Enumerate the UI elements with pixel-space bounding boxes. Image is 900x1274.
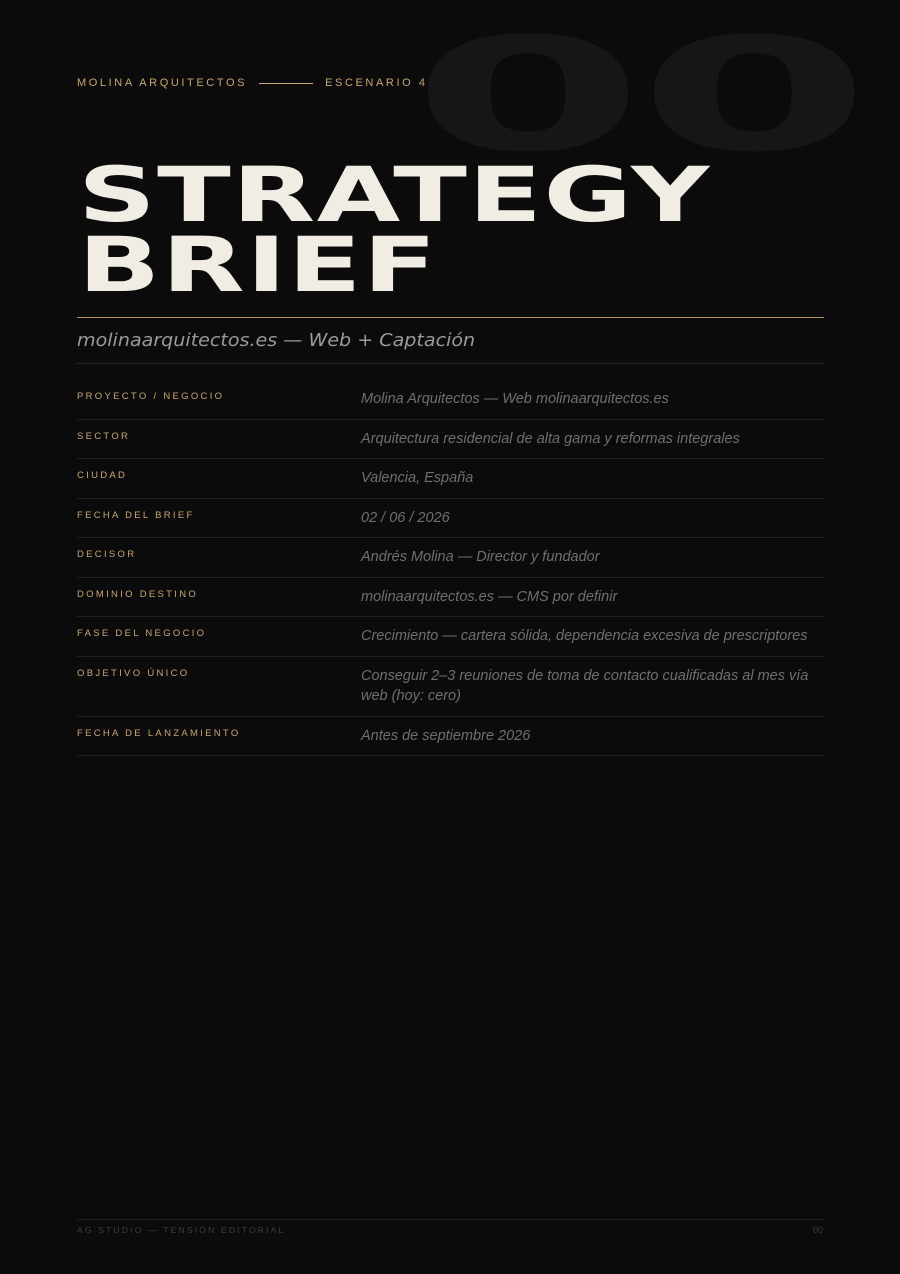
row-label: CIUDAD <box>77 470 128 481</box>
table-row <box>77 538 824 578</box>
row-value: Molina Arquitectos — Web molinaarquitectos.es <box>361 391 669 407</box>
row-label: SECTOR <box>77 430 131 442</box>
row-value: Andrés Molina — Director y fundador <box>361 549 600 565</box>
table-row <box>77 499 824 539</box>
title-line-1: STRATEGY <box>78 150 711 239</box>
row-value: 02 / 06 / 2026 <box>361 509 450 526</box>
row-label: DOMINIO DESTINO <box>77 588 199 600</box>
header-kicker <box>77 77 428 89</box>
row-value: Antes de septiembre 2026 <box>361 727 531 744</box>
row-label: FECHA DEL BRIEF <box>77 509 195 521</box>
row-label: DECISOR <box>77 549 137 560</box>
row-label: FASE DEL NEGOCIO <box>77 628 207 639</box>
row-label: FECHA DE LANZAMIENTO <box>77 727 241 739</box>
background-page-number: 00 <box>412 5 865 187</box>
title-line-2: BRIEF <box>78 220 439 309</box>
footer-page-number: 00 <box>812 1225 823 1235</box>
row-value: Valencia, España <box>361 470 474 486</box>
footer-divider <box>77 1219 824 1220</box>
kicker-divider <box>259 83 313 84</box>
table-row <box>77 578 824 618</box>
page-title <box>78 150 711 309</box>
page-subtitle: molinaarquitectos.es — Web + Captación <box>77 330 476 351</box>
scenario-label: ESCENARIO 4 <box>325 77 428 89</box>
row-label: PROYECTO / NEGOCIO <box>77 391 225 402</box>
brand-name: MOLINA ARQUITECTOS <box>77 77 248 89</box>
row-value: Arquitectura residencial de alta gama y reformas integrales <box>361 430 740 447</box>
brief-table <box>77 380 824 756</box>
row-value: Conseguir 2–3 reuniones de toma de contacto cualificadas al mes vía web (hoy: cero) <box>361 667 809 704</box>
footer-credit: AG STUDIO — TENSIÓN EDITORIAL <box>77 1225 286 1235</box>
table-row <box>77 617 824 657</box>
table-row <box>77 459 824 499</box>
row-label: OBJETIVO ÚNICO <box>77 667 190 679</box>
table-row <box>77 420 824 460</box>
title-divider <box>77 317 824 318</box>
subtitle-divider <box>77 363 824 364</box>
row-value: Crecimiento — cartera sólida, dependencia excesiva de prescriptores <box>361 628 808 644</box>
table-row <box>77 380 824 420</box>
table-row <box>77 657 824 717</box>
table-row <box>77 717 824 757</box>
row-value: molinaarquitectos.es — CMS por definir <box>361 588 618 605</box>
